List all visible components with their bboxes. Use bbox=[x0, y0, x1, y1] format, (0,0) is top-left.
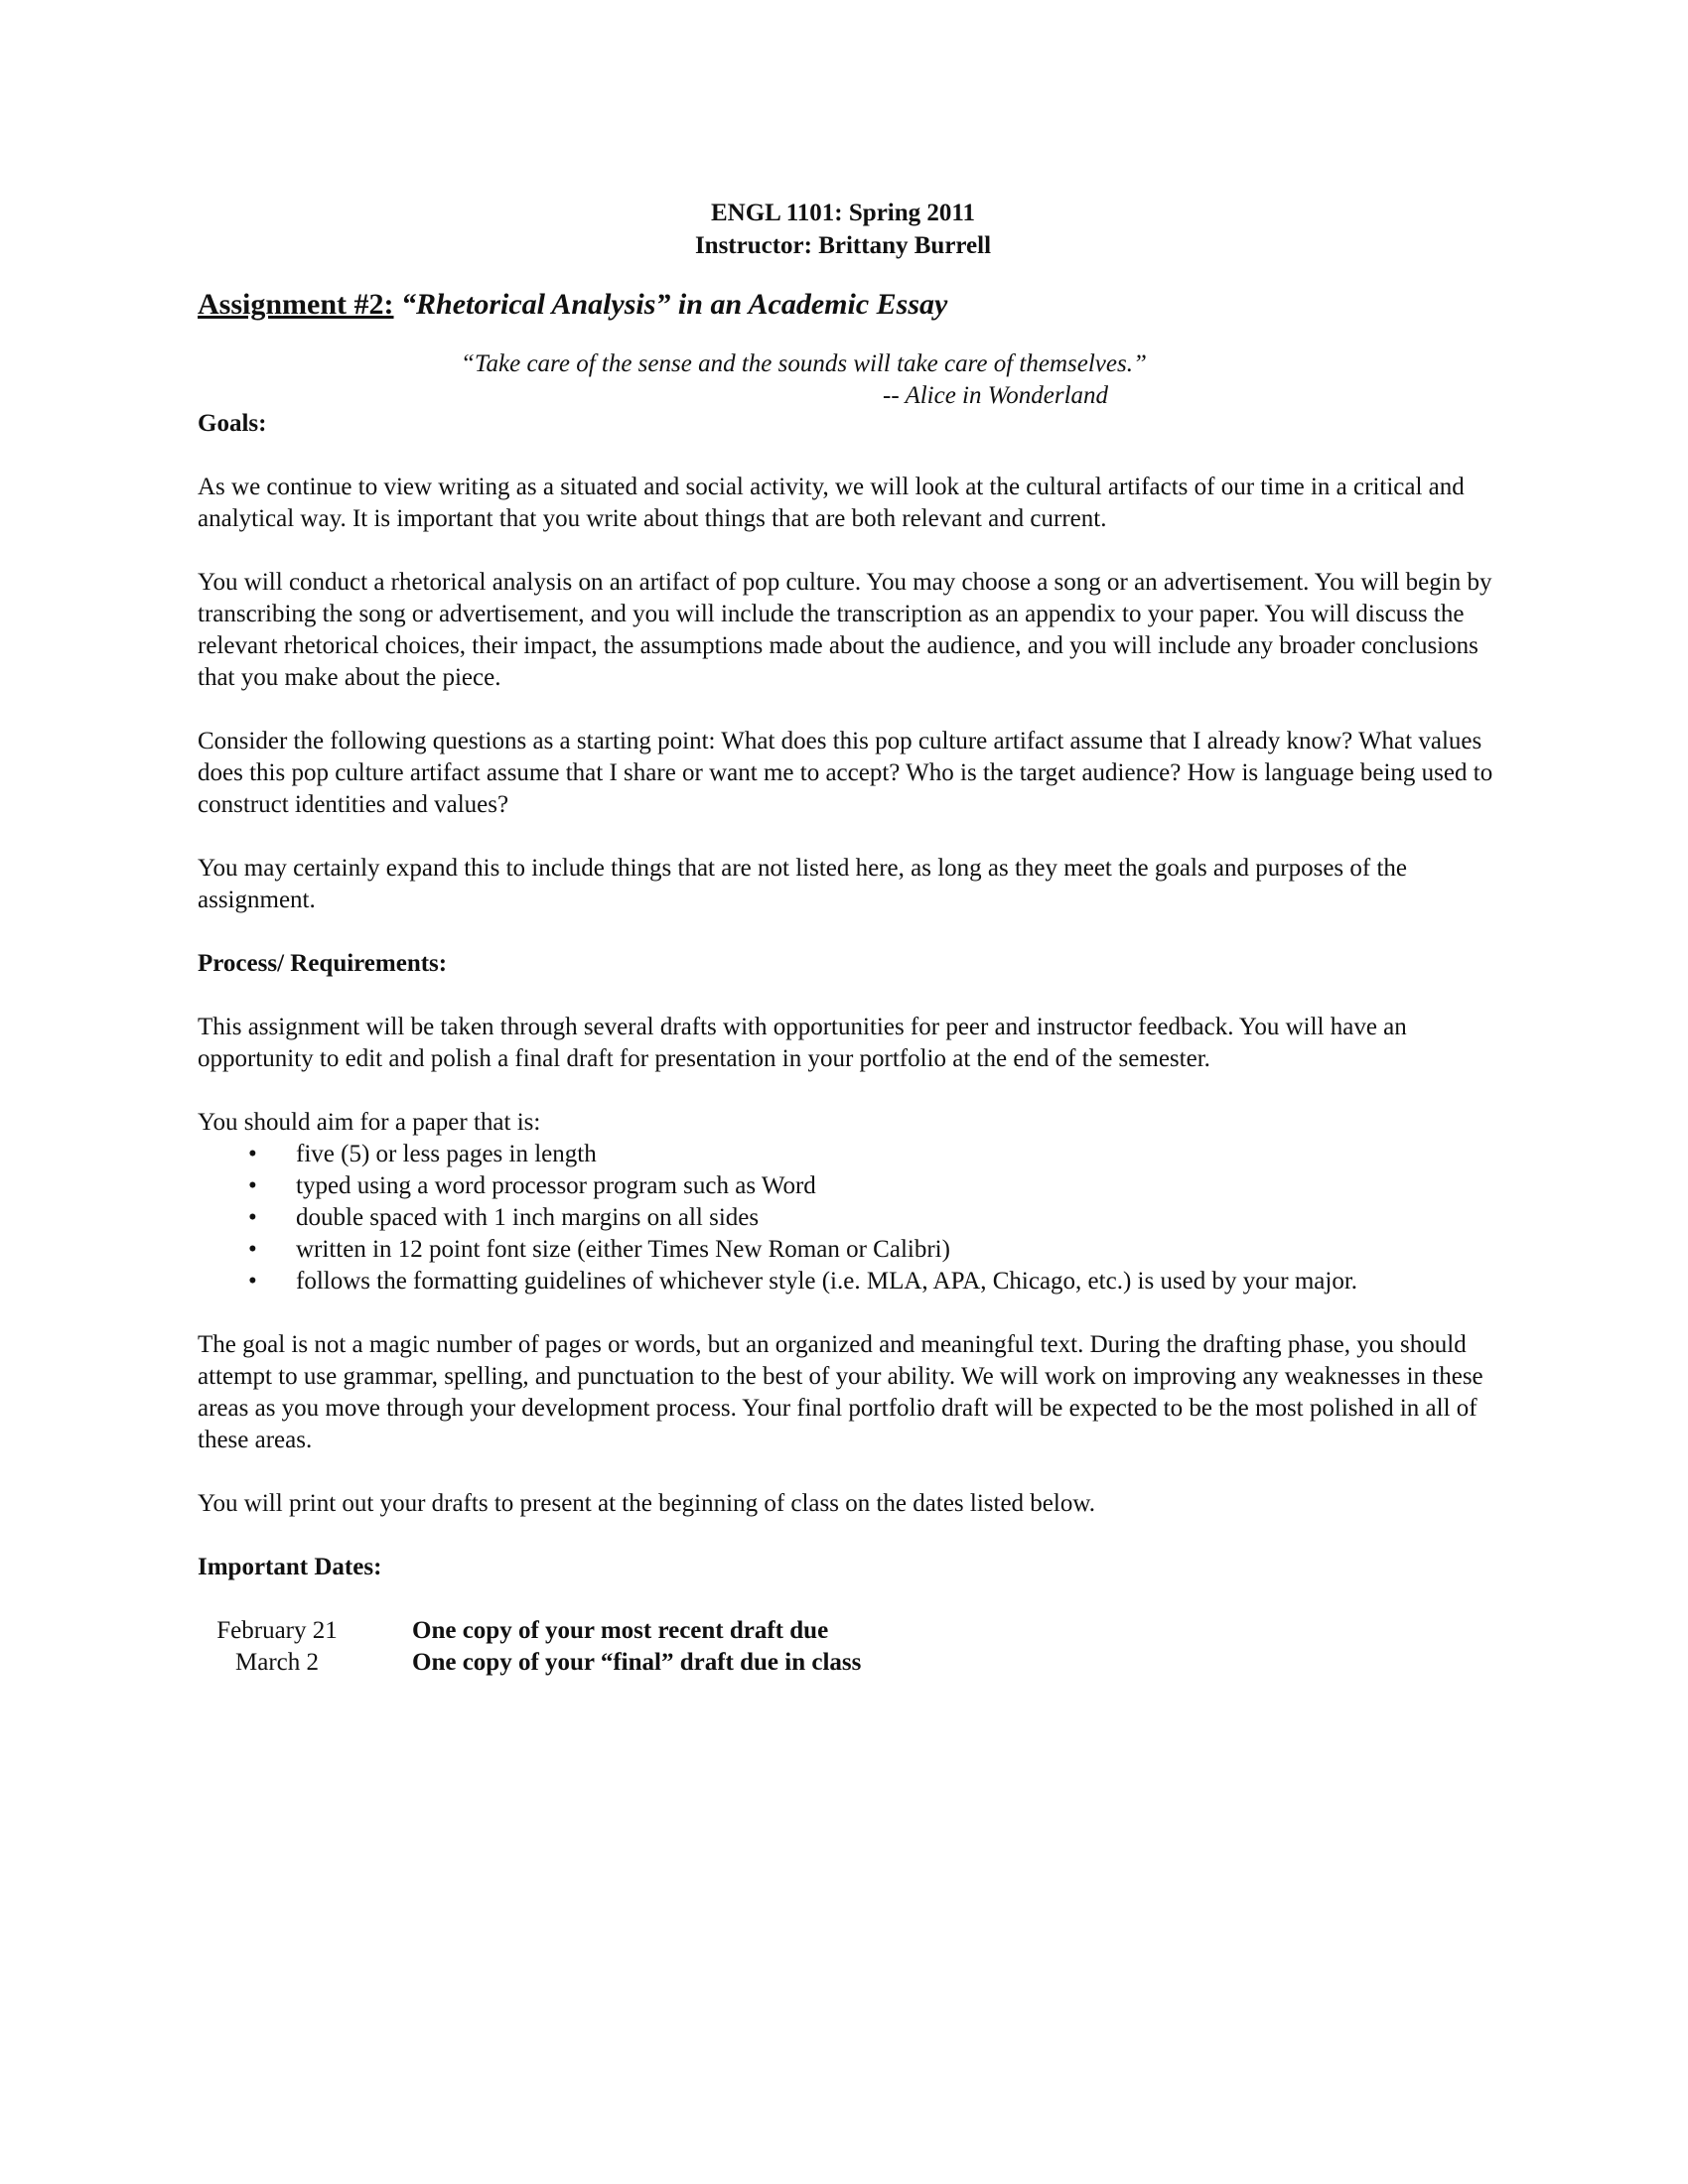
bullet-icon: • bbox=[248, 1204, 257, 1231]
epigraph bbox=[198, 348, 1498, 412]
bullet-icon: • bbox=[248, 1236, 257, 1263]
bullet-icon: • bbox=[248, 1172, 257, 1199]
date-description: One copy of your “final” draft due in class bbox=[412, 1649, 862, 1676]
process-heading: Process/ Requirements: bbox=[198, 950, 448, 977]
list-item bbox=[198, 1266, 1498, 1297]
instructor-name: Instructor: Brittany Burrell bbox=[694, 232, 992, 259]
date-row bbox=[198, 1615, 1498, 1647]
requirement-text: follows the formatting guidelines of whichever style (i.e. MLA, APA, Chicago, etc.) is used by your major. bbox=[296, 1268, 1358, 1295]
dates-list bbox=[198, 1615, 1498, 1679]
print-paragraph: You will print out your drafts to present at the beginning of class on the dates listed below. bbox=[198, 1490, 1096, 1517]
requirement-text: written in 12 point font size (either Times New Roman or Calibri) bbox=[296, 1236, 950, 1263]
assignment-title bbox=[198, 286, 1498, 324]
assignment-number: Assignment #2: bbox=[198, 288, 394, 321]
goal-paragraph: The goal is not a magic number of pages or words, but an organized and meaningful text. During the drafting phase, you should attempt to use grammar, spelling, and punctuation to the best of your ability. We will work on improving any weaknesses in these areas as you move through your development process. Your final portfolio draft will be expected to be the most polished in all of these areas. bbox=[198, 1331, 1483, 1453]
assignment-page bbox=[198, 197, 1498, 1679]
goals-paragraph-4: You may certainly expand this to include things that are not listed here, as long as they meet the goals and purposes of the assignment. bbox=[198, 855, 1408, 913]
course-title: ENGL 1101: Spring 2011 bbox=[710, 200, 976, 226]
goals-paragraph-3: Consider the following questions as a starting point: What does this pop culture artifact assume that I already know? What values does this pop culture artifact assume that I share or want me to accept? Who is the target audience? How is language being used to construct identities and values? bbox=[198, 728, 1493, 818]
requirement-text: five (5) or less pages in length bbox=[296, 1141, 597, 1167]
date-label: March 2 bbox=[235, 1649, 319, 1676]
requirement-text: typed using a word processor program such as Word bbox=[296, 1172, 816, 1199]
date-row bbox=[198, 1647, 1498, 1679]
goals-paragraph-2: You will conduct a rhetorical analysis on an artifact of pop culture. You may choose a song or an advertisement. You will begin by transcribing the song or advertisement, and you will include the transcription as an appendix to your paper. You will discuss the relevant rhetorical choices, their impact, the assumptions made about the audience, and you will include any broader conclusions that you make about the piece. bbox=[198, 569, 1492, 691]
goals-paragraph-1: As we continue to view writing as a situated and social activity, we will look at the cultural artifacts of our time in a critical and analytical way. It is important that you write about things that are both relevant and current. bbox=[198, 474, 1465, 532]
bullet-icon: • bbox=[248, 1268, 257, 1295]
list-item bbox=[198, 1139, 1498, 1170]
list-item bbox=[198, 1170, 1498, 1202]
epigraph-source: -- Alice in Wonderland bbox=[883, 382, 1109, 409]
epigraph-quote: “Take care of the sense and the sounds will take care of themselves.” bbox=[461, 350, 1147, 377]
date-description: One copy of your most recent draft due bbox=[412, 1617, 829, 1644]
date-label: February 21 bbox=[216, 1617, 338, 1644]
process-paragraph: This assignment will be taken through several drafts with opportunities for peer and instructor feedback. You will have an opportunity to edit and polish a final draft for presentation in your portfolio at the end of the semester. bbox=[198, 1014, 1407, 1072]
course-header bbox=[198, 197, 1488, 262]
list-item bbox=[198, 1234, 1498, 1266]
goals-heading: Goals: bbox=[198, 410, 267, 437]
list-item bbox=[198, 1202, 1498, 1234]
dates-heading: Important Dates: bbox=[198, 1554, 382, 1580]
assignment-name: “Rhetorical Analysis” in an Academic Essay bbox=[401, 288, 948, 321]
bullet-icon: • bbox=[248, 1141, 257, 1167]
requirement-text: double spaced with 1 inch margins on all sides bbox=[296, 1204, 760, 1231]
requirements-list bbox=[198, 1139, 1498, 1297]
requirements-intro: You should aim for a paper that is: bbox=[198, 1109, 541, 1136]
